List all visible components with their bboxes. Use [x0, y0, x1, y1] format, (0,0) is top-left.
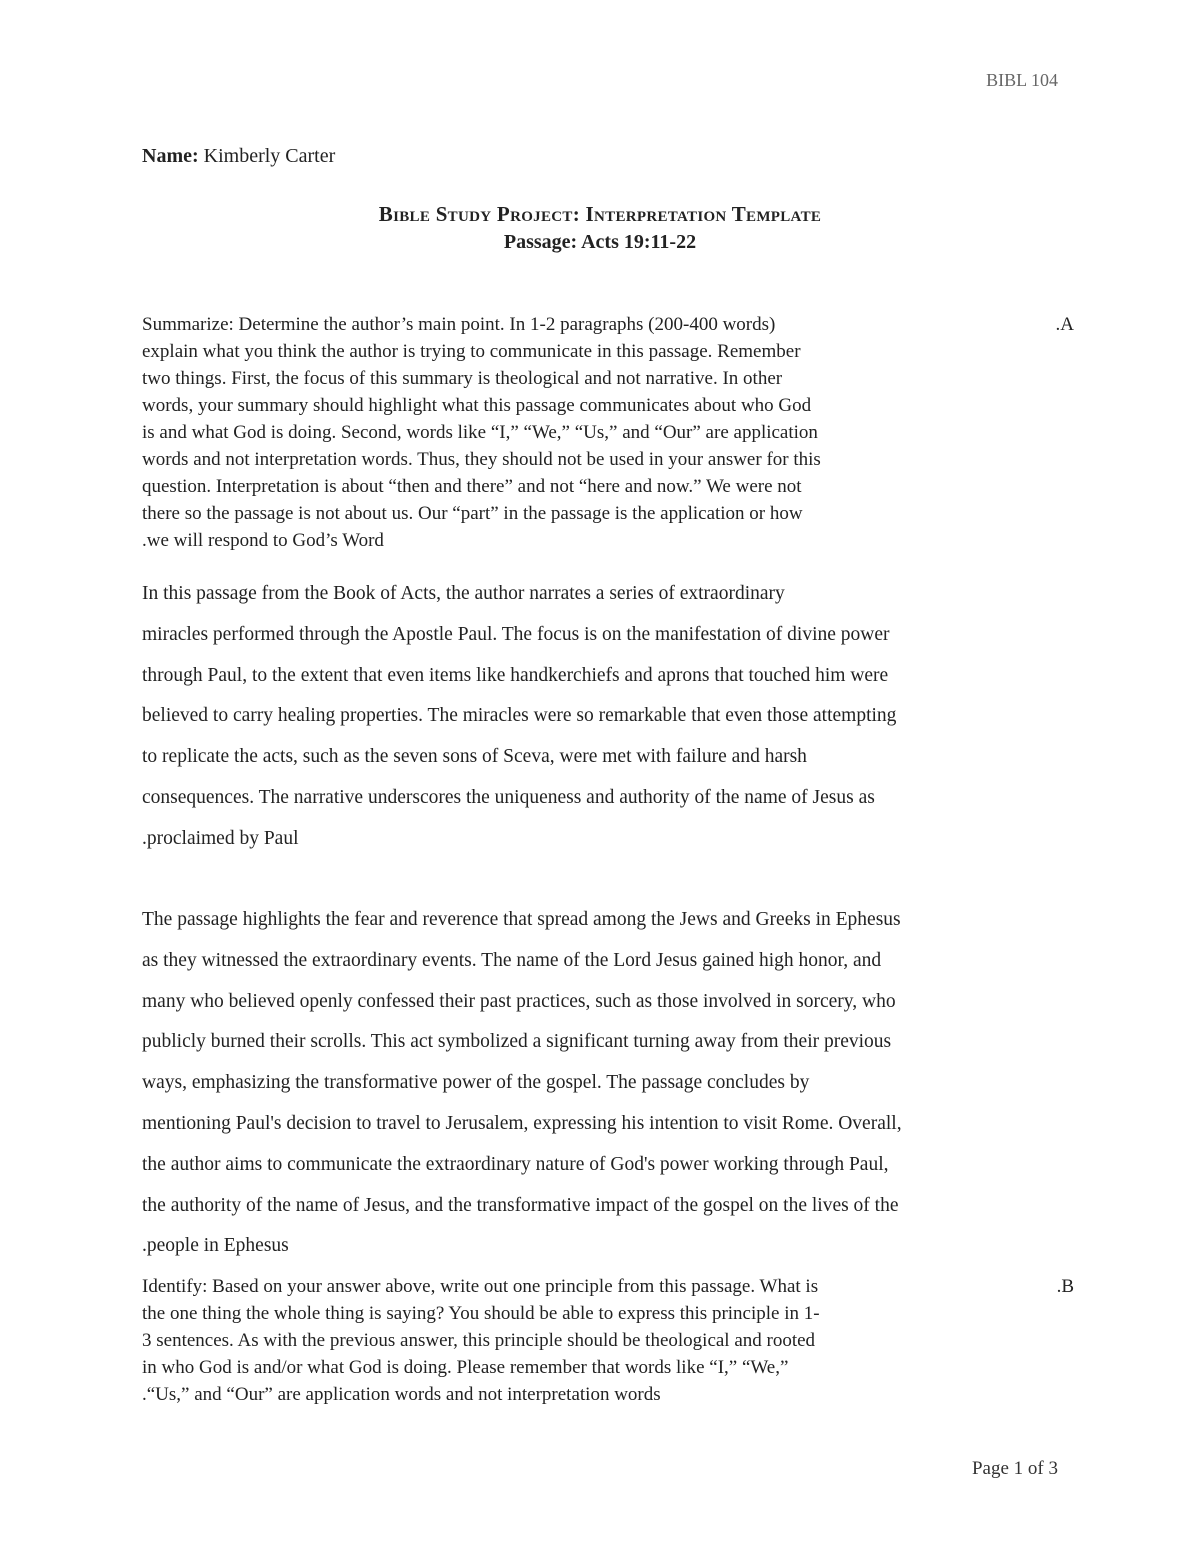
answer-paragraph-2 [142, 900, 1058, 1267]
prompt-line: Identify: Based on your answer above, write out one principle from this passage. What is [142, 1276, 819, 1297]
answer-line: ways, emphasizing the transformative power of the gospel. The passage concludes by [142, 1072, 810, 1094]
student-name: Kimberly Carter [203, 145, 336, 167]
student-name-line [142, 145, 335, 168]
section-a-prompt [142, 311, 1074, 554]
answer-line: through Paul, to the extent that even items like handkerchiefs and aprons that touched him were [142, 664, 889, 686]
answer-line: the authority of the name of Jesus, and the transformative impact of the gospel on the lives of the [142, 1194, 899, 1216]
section-a-letter: .A [1055, 314, 1074, 335]
answer-line: publicly burned their scrolls. This act symbolized a significant turning away from their previous [142, 1031, 892, 1053]
answer-line: many who believed openly confessed their past practices, such as those involved in sorcery, who [142, 990, 896, 1012]
prompt-line: question. Interpretation is about “then and there” and not “here and now.” We were not [142, 476, 802, 497]
prompt-line: there so the passage is not about us. Our “part” in the passage is the application or how [142, 503, 803, 524]
page-number: Page 1 of 3 [971, 1458, 1058, 1479]
prompt-line: .“Us,” and “Our” are application words and not interpretation words [142, 1384, 661, 1405]
course-code: BIBL 104 [986, 70, 1058, 90]
answer-line: mentioning Paul's decision to travel to Jerusalem, expressing his intention to visit Rome. Overall, [142, 1112, 902, 1134]
passage-reference: Passage: Acts 19:11-22 [503, 231, 697, 253]
prompt-line: 3 sentences. As with the previous answer, this principle should be theological and rooted [142, 1330, 816, 1351]
answer-line: the author aims to communicate the extraordinary nature of God's power working through Paul, [142, 1153, 889, 1175]
prompt-line: two things. First, the focus of this summary is theological and not narrative. In other [142, 368, 783, 389]
prompt-line: Summarize: Determine the author’s main point. In 1-2 paragraphs (200-400 words) [142, 314, 776, 335]
answer-line: believed to carry healing properties. The miracles were so remarkable that even those attempting [142, 705, 897, 727]
prompt-line: in who God is and/or what God is doing. Please remember that words like “I,” “We,” [142, 1357, 789, 1378]
answer-line: miracles performed through the Apostle Paul. The focus is on the manifestation of divine power [142, 623, 890, 645]
section-b-letter: .B [1056, 1276, 1074, 1297]
prompt-line: explain what you think the author is trying to communicate in this passage. Remember [142, 341, 801, 362]
answer-paragraph-1 [142, 574, 1058, 860]
prompt-line: .we will respond to God’s Word [142, 530, 384, 551]
answer-line: to replicate the acts, such as the seven sons of Sceva, were met with failure and harsh [142, 746, 807, 768]
answer-line: .proclaimed by Paul [142, 827, 299, 849]
answer-line: .people in Ephesus [142, 1235, 289, 1257]
answer-line: consequences. The narrative underscores the uniqueness and authority of the name of Jesus as [142, 786, 875, 808]
document-title: Bible Study Project: Interpretation Template [378, 202, 822, 226]
section-b-prompt [142, 1273, 1074, 1408]
document-title-block [142, 200, 1058, 256]
prompt-line: words and not interpretation words. Thus, they should not be used in your answer for this [142, 449, 821, 470]
answer-line: In this passage from the Book of Acts, the author narrates a series of extraordinary [142, 583, 785, 604]
name-label: Name: [142, 145, 199, 167]
answer-line: The passage highlights the fear and reverence that spread among the Jews and Greeks in Ephesus [142, 909, 901, 930]
prompt-line: the one thing the whole thing is saying? You should be able to express this principle in 1- [142, 1303, 820, 1324]
prompt-line: is and what God is doing. Second, words like “I,” “We,” “Us,” and “Our” are application [142, 422, 818, 443]
prompt-line: words, your summary should highlight what this passage communicates about who God [142, 395, 812, 416]
answer-line: as they witnessed the extraordinary events. The name of the Lord Jesus gained high honor, and [142, 949, 882, 971]
